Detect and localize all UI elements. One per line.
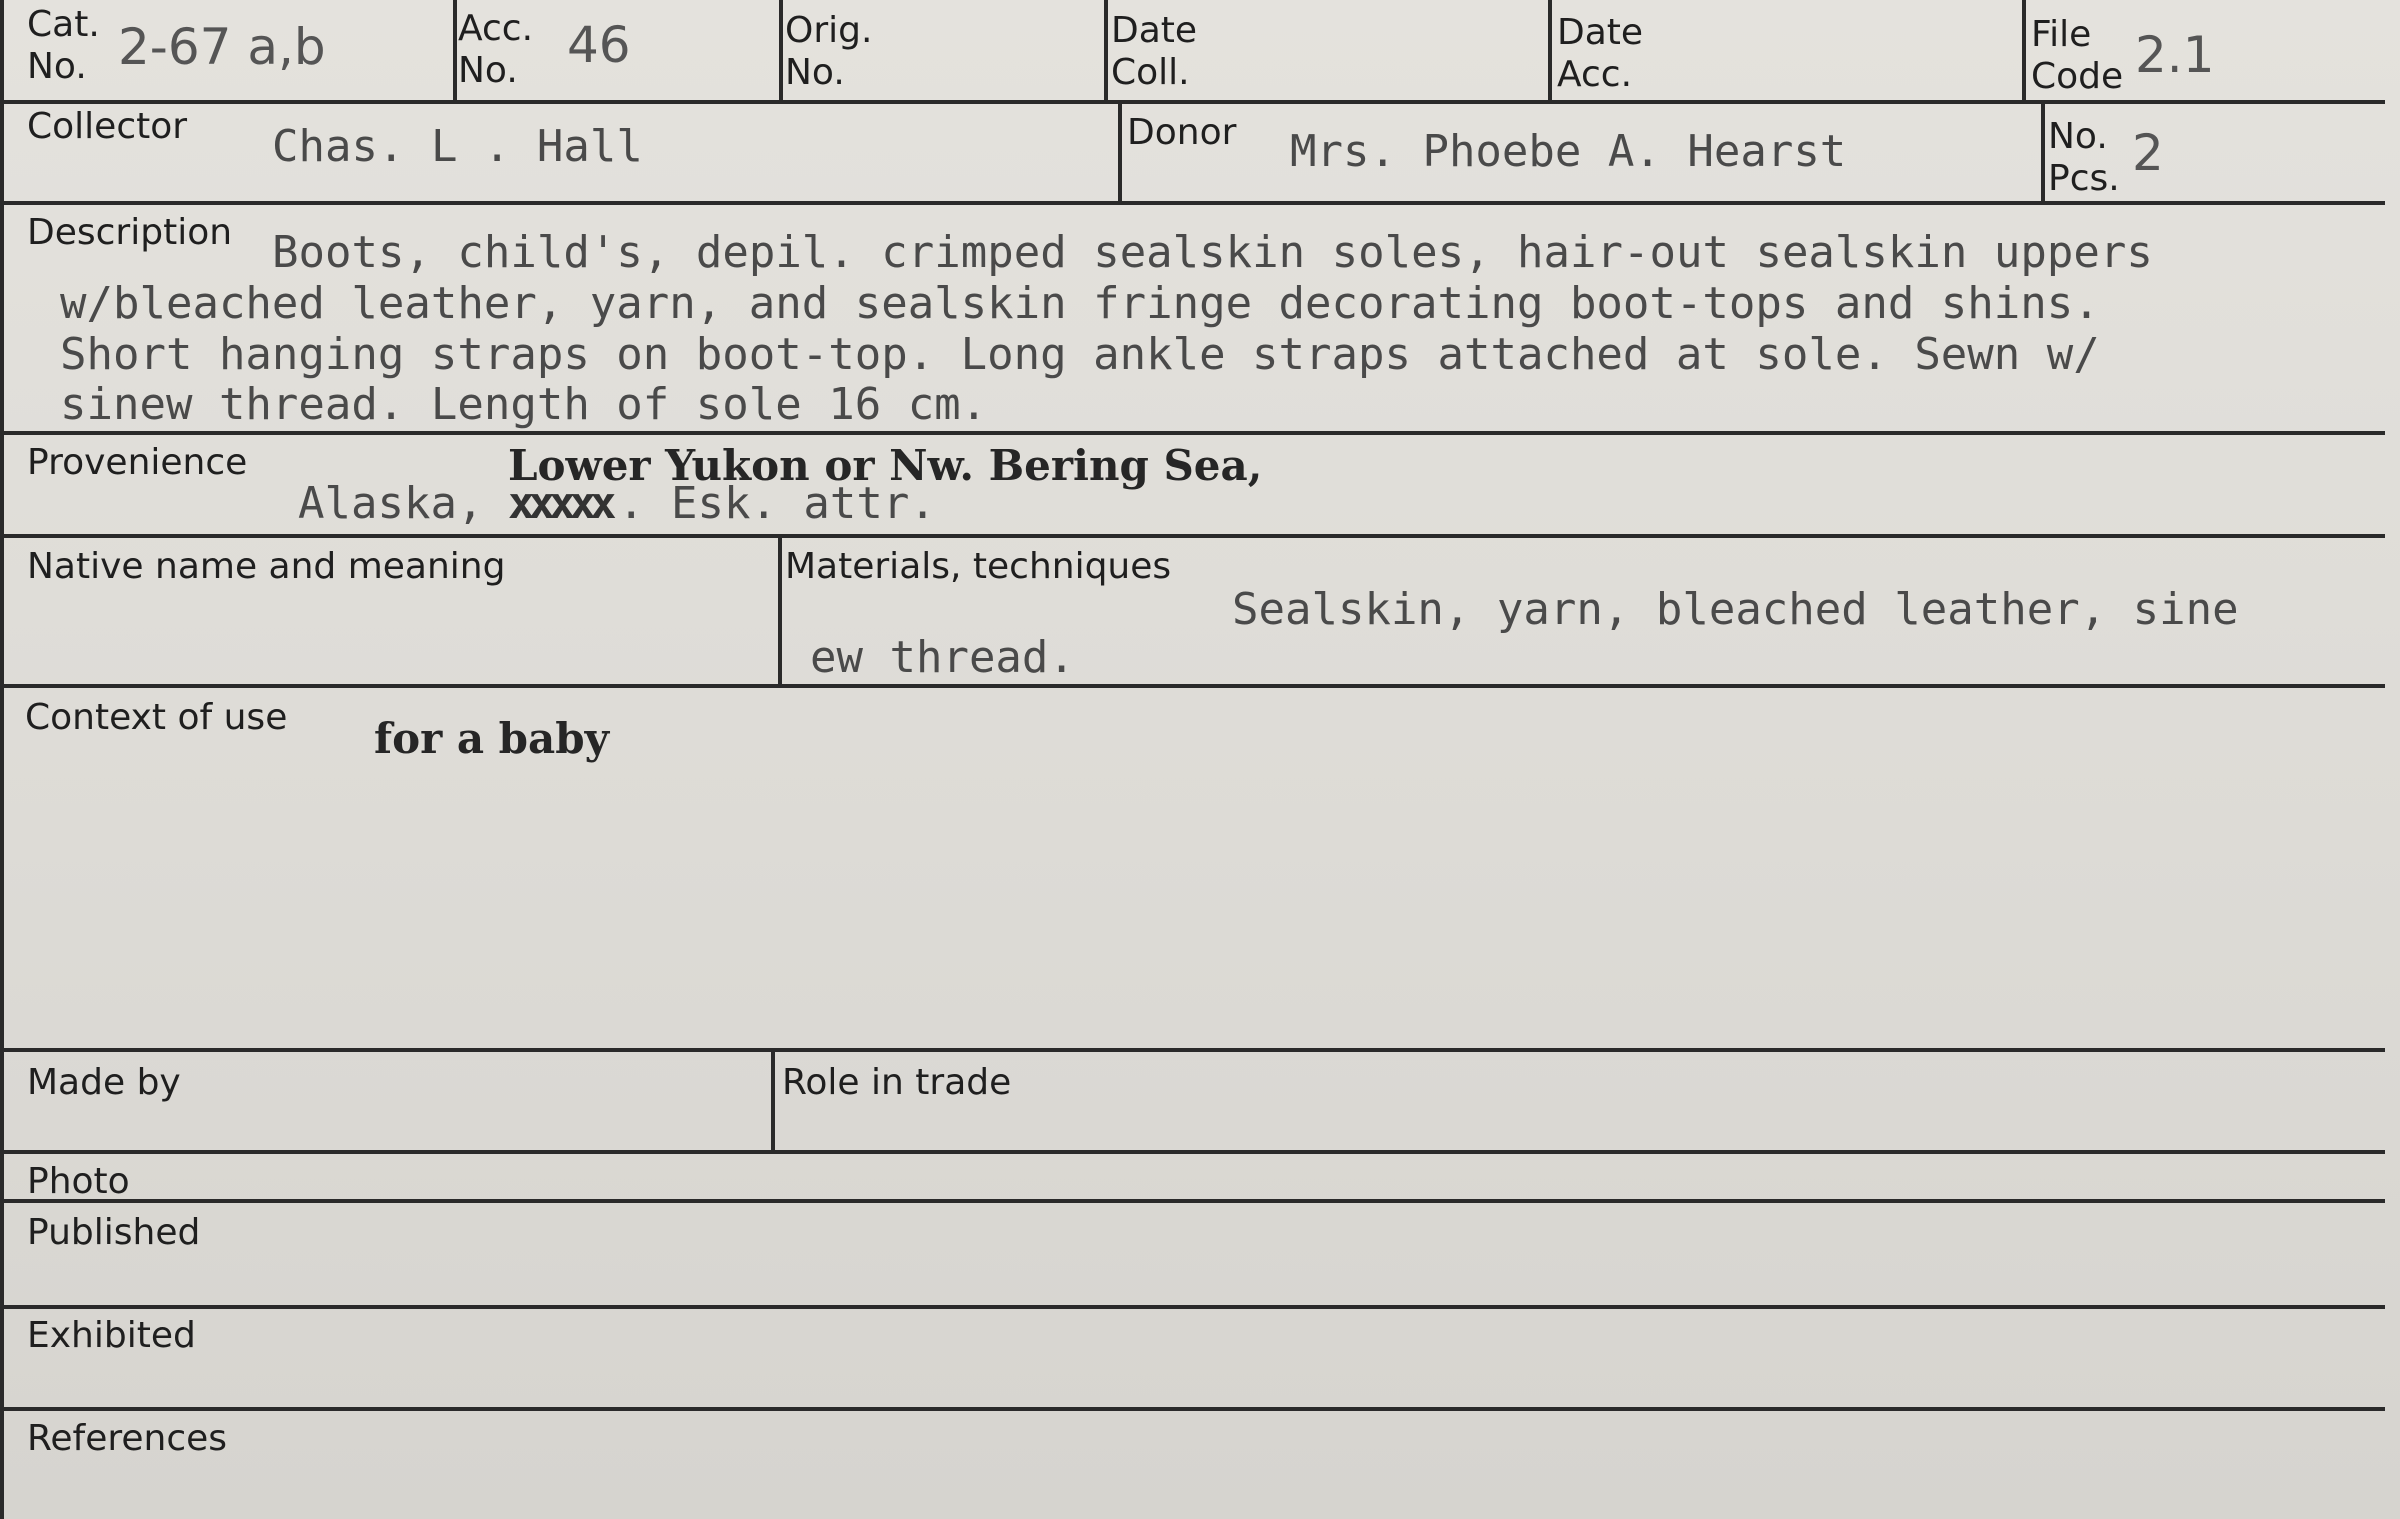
rule-materials-bottom [0, 684, 2385, 688]
rule-photo-bottom [0, 1199, 2385, 1203]
context-value: for a baby [374, 714, 610, 763]
materials-label: Materials, techniques [785, 546, 1172, 587]
rule-v-orig-datecoll [1104, 0, 1108, 102]
provenience-line-b: . Esk. attr. [618, 478, 936, 529]
made-by-label: Made by [27, 1062, 181, 1103]
photo-label: Photo [27, 1161, 130, 1202]
date-acc-label-bottom: Acc. [1557, 54, 1633, 95]
rule-v-native-materials [778, 536, 782, 686]
acc-no-label-top: Acc. [458, 8, 534, 49]
description-line-2: w/bleached leather, yarn, and sealskin fringe decorating boot-tops and shins. [60, 278, 2100, 329]
exhibited-label: Exhibited [27, 1315, 196, 1356]
provenience-struck-text: xxxxx [508, 478, 611, 529]
provenience-label: Provenience [27, 442, 248, 483]
rule-exhibited-bottom [0, 1407, 2385, 1411]
rule-v-datecoll-dateacc [1548, 0, 1552, 102]
references-label: References [27, 1418, 228, 1459]
file-code-value: 2.1 [2135, 26, 2215, 84]
donor-label: Donor [1127, 112, 1237, 153]
orig-no-label-bottom: No. [785, 52, 845, 93]
date-coll-label-bottom: Coll. [1111, 52, 1190, 93]
rule-v-cat-acc [453, 0, 457, 102]
collector-value: Chas. L . Hall [272, 121, 643, 172]
file-code-label-bottom: Code [2031, 56, 2124, 97]
provenience-insert: Lower Yukon or Nw. Bering Sea, [508, 441, 1263, 490]
rule-v-madeby-role [771, 1050, 775, 1152]
no-pcs-label-bottom: Pcs. [2048, 158, 2120, 199]
provenience-line-a: Alaska, [298, 478, 484, 529]
rule-top-row-bottom [0, 100, 2385, 104]
published-label: Published [27, 1212, 201, 1253]
description-line-4: sinew thread. Length of sole 16 cm. [60, 379, 988, 430]
role-in-trade-label: Role in trade [782, 1062, 1012, 1103]
donor-value: Mrs. Phoebe A. Hearst [1290, 126, 1847, 177]
date-coll-label-top: Date [1111, 10, 1198, 51]
rule-v-donor-pcs [2041, 102, 2045, 203]
materials-line-1: Sealskin, yarn, bleached leather, sine [1232, 584, 2239, 635]
date-acc-label-top: Date [1557, 12, 1644, 53]
description-line-3: Short hanging straps on boot-top. Long ankle straps attached at sole. Sewn w/ [60, 329, 2100, 380]
rule-provenience-bottom [0, 534, 2385, 538]
collector-label: Collector [27, 106, 188, 147]
rule-description-bottom [0, 431, 2385, 435]
rule-madeby-bottom [0, 1150, 2385, 1154]
rule-v-dateacc-file [2022, 0, 2026, 102]
acc-no-label-bottom: No. [458, 50, 518, 91]
no-pcs-value: 2 [2132, 124, 2164, 182]
rule-v-left [0, 0, 4, 1519]
materials-line-2: ew thread. [810, 632, 1075, 683]
cat-no-label-top: Cat. [27, 4, 100, 45]
rule-v-collector-donor [1118, 102, 1122, 203]
description-label: Description [27, 212, 233, 253]
file-code-label-top: File [2031, 14, 2092, 55]
context-label: Context of use [25, 697, 288, 738]
native-name-label: Native name and meaning [27, 546, 506, 587]
rule-collector-row-bottom [0, 201, 2385, 205]
no-pcs-label-top: No. [2048, 116, 2108, 157]
cat-no-value: 2-67 a,b [118, 18, 326, 76]
rule-v-acc-orig [779, 0, 783, 102]
cat-no-label-bottom: No. [27, 46, 87, 87]
orig-no-label-top: Orig. [785, 10, 873, 51]
rule-context-bottom [0, 1048, 2385, 1052]
description-line-1: Boots, child's, depil. crimped sealskin soles, hair-out sealskin uppers [272, 227, 2153, 278]
rule-published-bottom [0, 1305, 2385, 1309]
acc-no-value: 46 [567, 16, 631, 74]
